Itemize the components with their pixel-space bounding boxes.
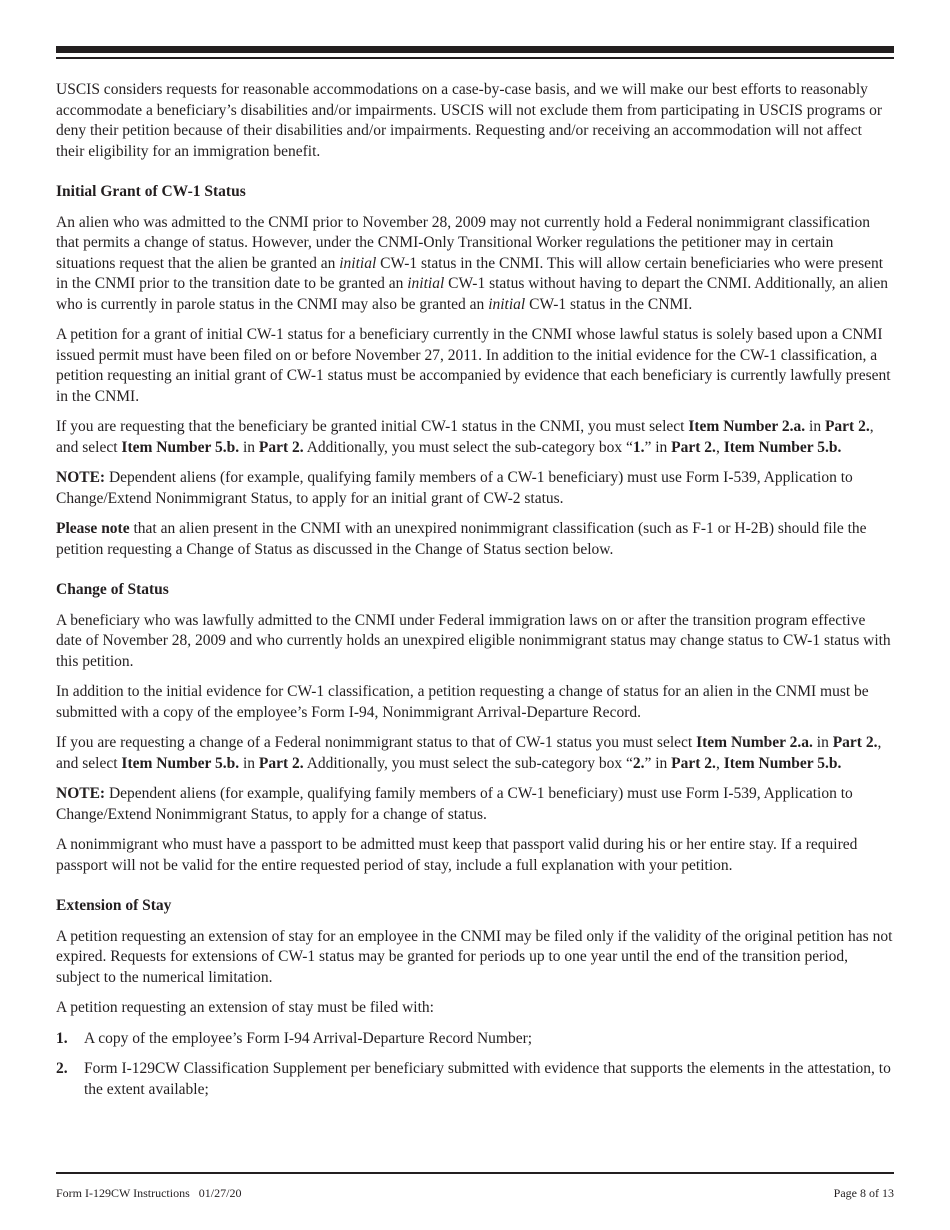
change-status-paragraph-2: In addition to the initial evidence for CW-1 classification, a petition requesting a change of status for an alien in the CNMI must be submitted with a copy of the employee’s Form I-94, Nonimmigrant Arrival-Departure Record. xyxy=(56,683,869,721)
document-page xyxy=(56,0,894,1230)
change-status-paragraph-4: A nonimmigrant who must have a passport to be admitted must keep that passport valid during his or her entire stay. If a required passport will not be valid for the entire requested period of stay, include a full explanation with your petition. xyxy=(56,836,858,874)
initial-grant-please-note: Please note that an alien present in the CNMI with an unexpired nonimmigrant classification (such as F-1 or H-2B) should file the petition requesting a Change of Status as discussed in the Change of Status section below. xyxy=(56,520,867,558)
change-status-paragraph-1: A beneficiary who was lawfully admitted to the CNMI under Federal immigration laws on or after the transition program effective date of November 28, 2009 and who currently holds an unexpired eligible nonimmigrant status may change status to CW-1 status with this petition. xyxy=(56,611,891,670)
initial-grant-note: NOTE: Dependent aliens (for example, qualifying family members of a CW-1 beneficiary) must use Form I-539, Application to Change/Extend Nonimmigrant Status, to apply for an initial grant of CW-2 status. xyxy=(56,469,853,507)
footer-page-number: Page 8 of 13 xyxy=(833,1186,894,1200)
list-item xyxy=(56,1029,894,1050)
initial-grant-paragraph-1: An alien who was admitted to the CNMI prior to November 28, 2009 may not currently hold a Federal nonimmigrant classification that permits a change of status. However, under the CNMI-Only Transitional Worker regulations the petitioner may in certain situations request that the alien be granted an initial CW-1 status in the CNMI. This will allow certain beneficiaries who were present in the CNMI prior to the transition date to be granted an initial CW-1 status without having to depart the CNMI. Additionally, an alien who is currently in parole status in the CNMI may also be granted an initial CW-1 status in the CNMI. xyxy=(56,213,888,313)
list-item-text: Form I-129CW Classification Supplement per beneficiary submitted with evidence that supports the elements in the attestation, to the extent available; xyxy=(84,1060,891,1098)
top-rule-thin xyxy=(56,57,894,59)
section-heading-extension-of-stay: Extension of Stay xyxy=(56,897,172,914)
accommodation-paragraph: USCIS considers requests for reasonable accommodations on a case-by-case basis, and we will make our best efforts to reasonably accommodate a beneficiary’s disabilities and/or impairments. USCIS will not exclude them from participating in USCIS programs or deny their petition because of their disabilities and/or impairments. Requesting and/or receiving an accommodation will not affect their eligibility for an immigration benefit. xyxy=(56,81,883,160)
list-item xyxy=(56,1059,894,1100)
section-heading-initial-grant: Initial Grant of CW-1 Status xyxy=(56,183,246,200)
list-item-number: 1. xyxy=(56,1029,68,1047)
list-item-text: A copy of the employee’s Form I-94 Arrival-Departure Record Number; xyxy=(84,1029,533,1047)
extension-paragraph-2: A petition requesting an extension of stay must be filed with: xyxy=(56,999,434,1016)
initial-grant-paragraph-2: A petition for a grant of initial CW-1 status for a beneficiary currently in the CNMI whose lawful status is solely based upon a CNMI issued permit must have been filed on or before November 27, 2011. In addition to the initial evidence for the CW-1 classification, a petition requesting an initial grant of CW-1 status must be accompanied by evidence that each beneficiary is currently lawfully present in the CNMI. xyxy=(56,326,891,405)
document-body xyxy=(56,80,894,1110)
section-heading-change-of-status: Change of Status xyxy=(56,581,169,598)
extension-paragraph-1: A petition requesting an extension of stay for an employee in the CNMI may be filed only if the validity of the original petition has not expired. Requests for extensions of CW-1 status may be granted for periods up to one year until the end of the transition period, subject to the numerical limitation. xyxy=(56,927,893,986)
list-item-number: 2. xyxy=(56,1060,68,1077)
change-status-paragraph-3: If you are requesting a change of a Federal nonimmigrant status to that of CW-1 status you must select Item Number 2.a. in Part 2., and select Item Number 5.b. in Part 2. Additionally, you must select the sub-category box “2.” in Part 2., Item Number 5.b. xyxy=(56,734,882,772)
change-status-note: NOTE: Dependent aliens (for example, qualifying family members of a CW-1 beneficiary) must use Form I-539, Application to Change/Extend Nonimmigrant Status, to apply for a change of status. xyxy=(56,785,853,823)
extension-requirements-list xyxy=(56,1029,894,1101)
top-rule-thick xyxy=(56,46,894,53)
footer-rule xyxy=(56,1172,894,1174)
initial-grant-paragraph-3: If you are requesting that the beneficiary be granted initial CW-1 status in the CNMI, you must select Item Number 2.a. in Part 2., and select Item Number 5.b. in Part 2. Additionally, you must select the sub-category box “1.” in Part 2., Item Number 5.b. xyxy=(56,418,874,456)
footer-form-name: Form I-129CW Instructions 01/27/20 xyxy=(56,1186,242,1200)
